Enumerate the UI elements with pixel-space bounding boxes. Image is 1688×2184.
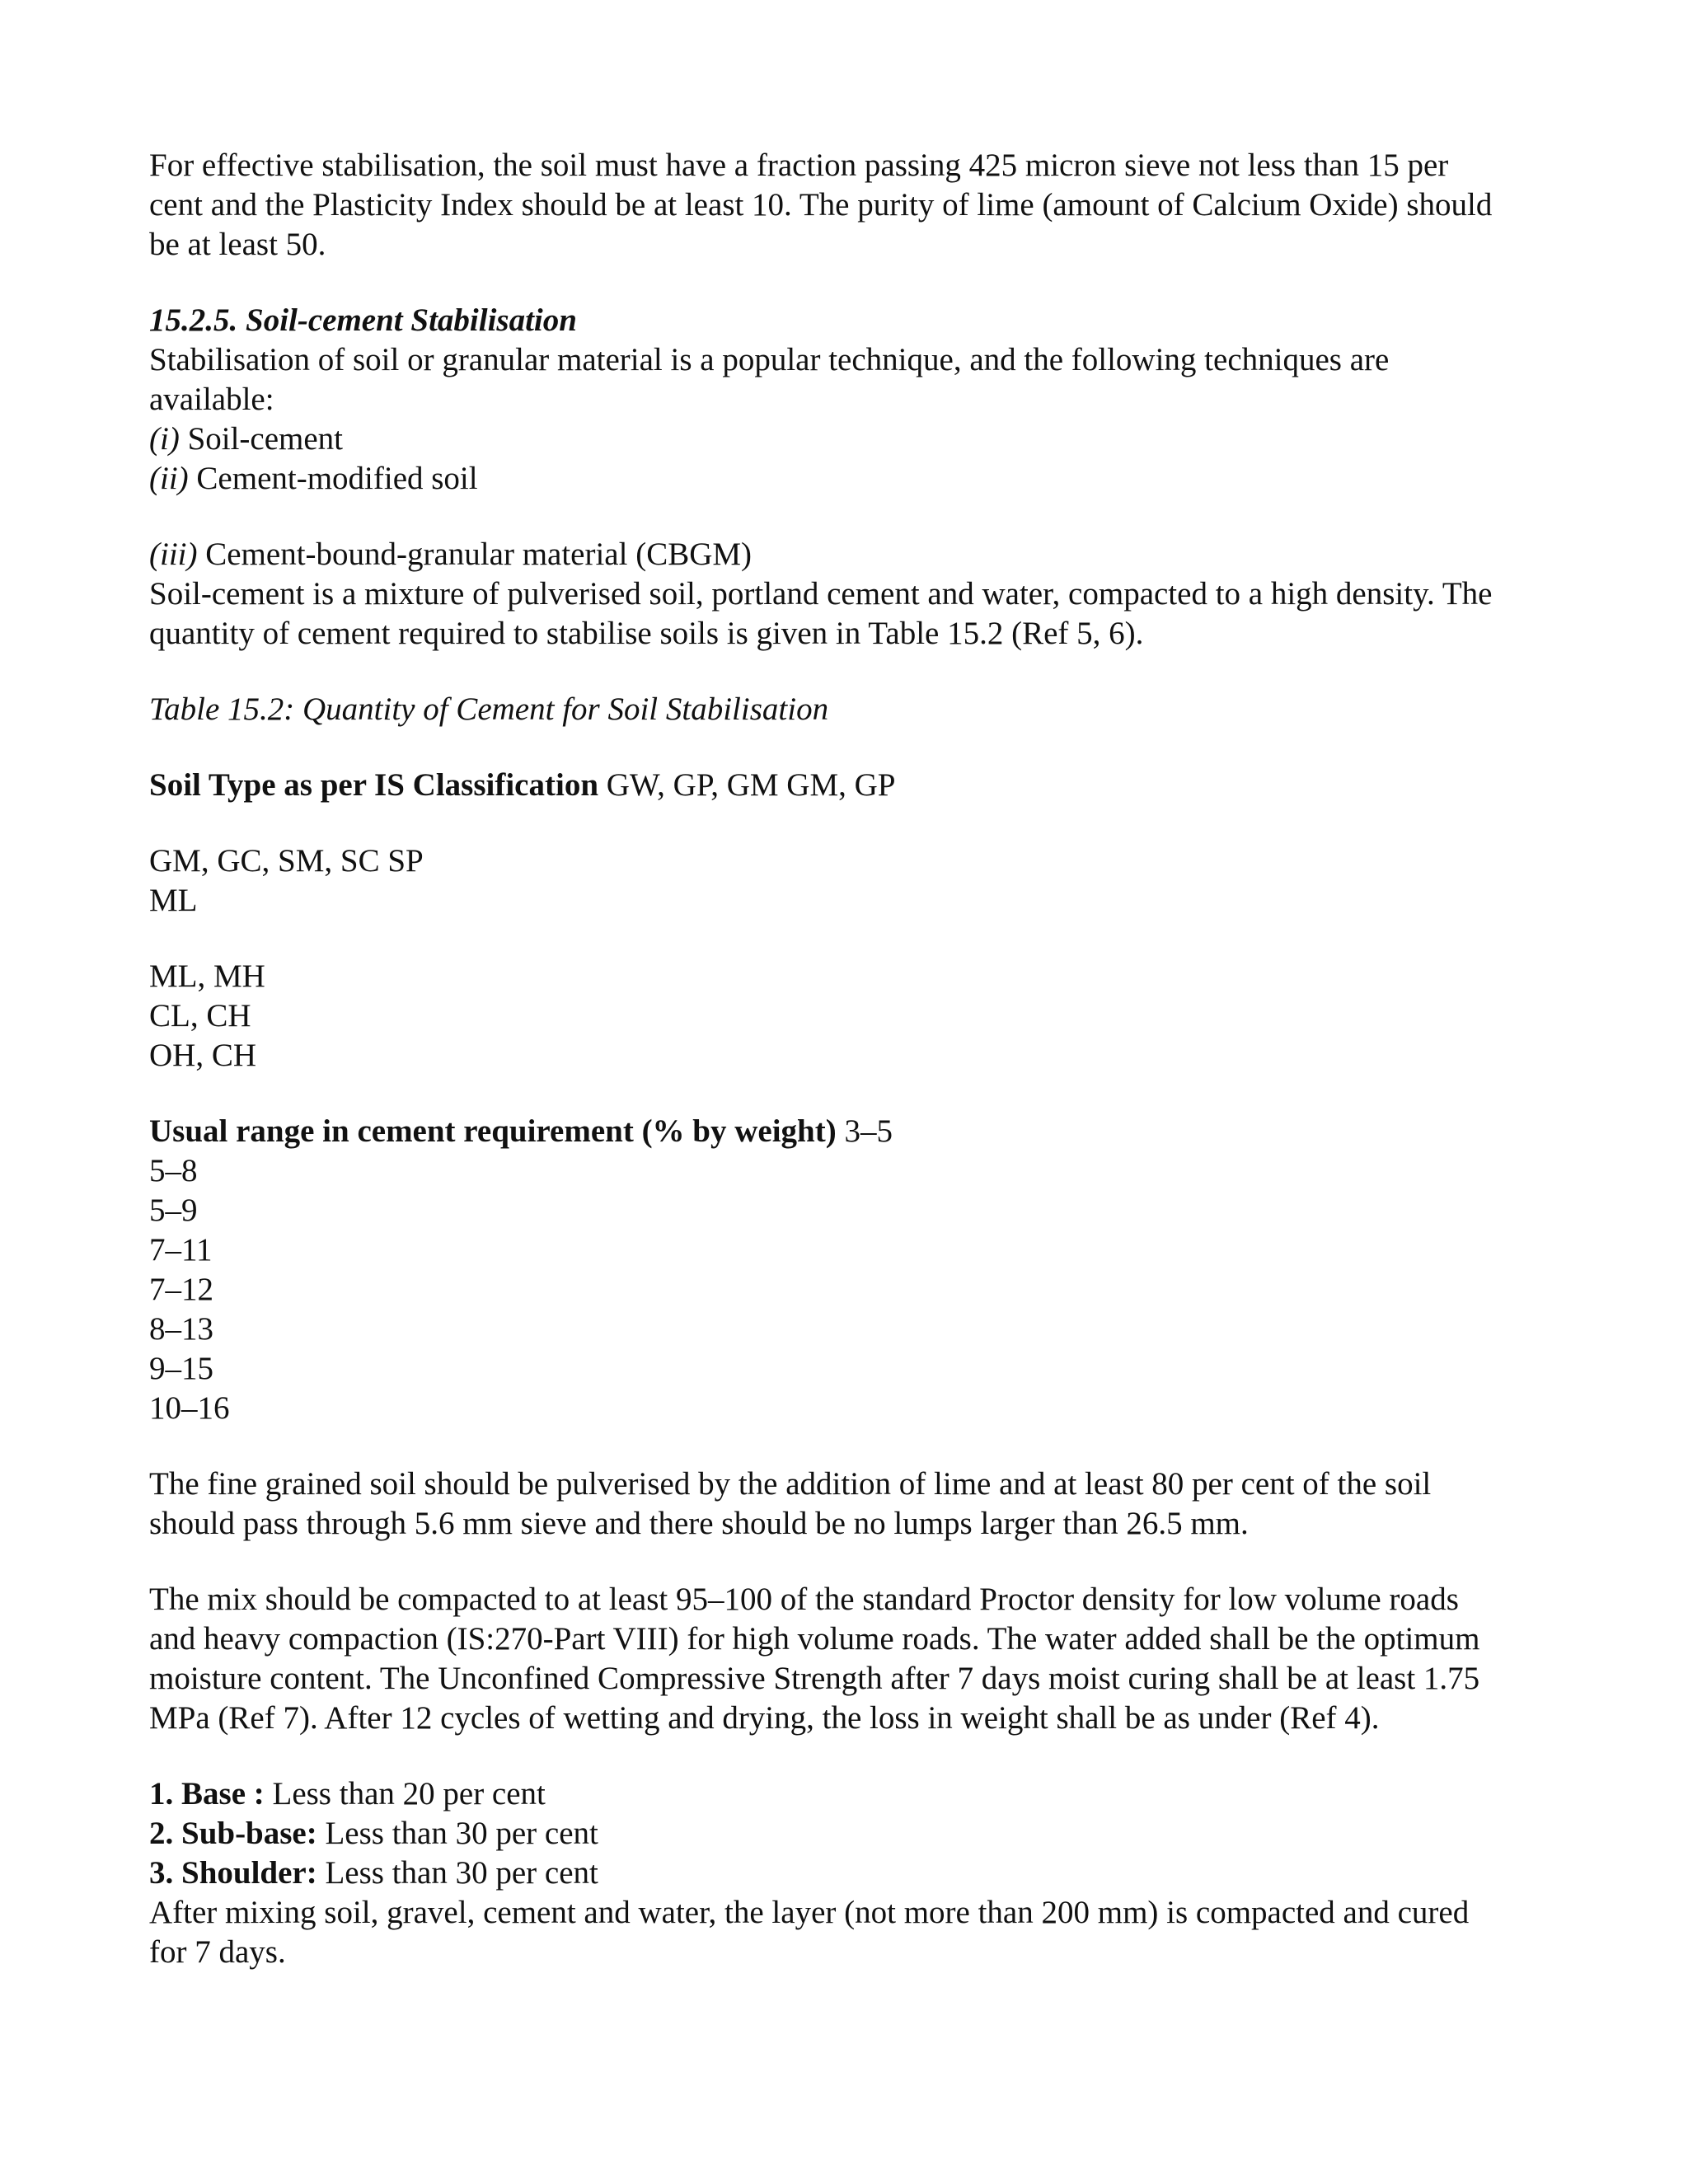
loss-list: [149, 1774, 1550, 1972]
text-line: moisture content. The Unconfined Compressive Strength after 7 days moist curing shall be at least 1.75: [149, 1661, 1480, 1696]
soil-type-value: ML, MH: [149, 958, 265, 994]
loss-item-label: 2. Sub-base:: [149, 1816, 317, 1851]
loss-item-text: Less than 30 per cent: [316, 1816, 598, 1851]
list-marker: (i): [149, 421, 180, 457]
loss-item-label: 3. Shoulder:: [149, 1855, 317, 1891]
list-item-text: Cement-modified soil: [188, 461, 478, 496]
text-line: Stabilisation of soil or granular material is a popular technique, and the following techniques are: [149, 342, 1390, 377]
pulverise-paragraph: [149, 1465, 1550, 1544]
list-marker: (ii): [149, 461, 189, 496]
intro-paragraph: [149, 146, 1550, 265]
text-line: be at least 50.: [149, 227, 326, 262]
text-line: quantity of cement required to stabilise soils is given in Table 15.2 (Ref 5, 6).: [149, 616, 1144, 651]
text-line: cent and the Plasticity Index should be at least 10. The purity of lime (amount of Calcium Oxide) should: [149, 187, 1493, 223]
cement-value: 8–13: [149, 1311, 213, 1347]
soil-type-value: OH, CH: [149, 1038, 257, 1073]
soil-type-value: ML: [149, 883, 198, 918]
soil-type-first: GW, GP, GM GM, GP: [598, 767, 896, 803]
document-content: [149, 146, 1550, 1972]
cement-row: [149, 1112, 1550, 1151]
cement-label: Usual range in cement requirement (% by weight): [149, 1113, 837, 1149]
list-item-text: Soil-cement: [179, 421, 344, 457]
text-line: The mix should be compacted to at least 95–100 of the standard Proctor density for low volume roads: [149, 1582, 1459, 1617]
cement-requirement-block: [149, 1112, 1550, 1428]
text-line: Soil-cement is a mixture of pulverised soil, portland cement and water, compacted to a high density. The: [149, 576, 1493, 612]
soil-type-value: GM, GC, SM, SC SP: [149, 843, 424, 879]
text-line: available:: [149, 382, 274, 417]
text-line: MPa (Ref 7). After 12 cycles of wetting and drying, the loss in weight shall be as under (Ref 4).: [149, 1700, 1380, 1736]
section-block: [149, 301, 1550, 499]
table-caption: Table 15.2: Quantity of Cement for Soil Stabilisation: [149, 691, 829, 727]
soil-group-b: [149, 957, 1550, 1076]
loss-item: [149, 1774, 1550, 1814]
soil-type-value: CL, CH: [149, 998, 251, 1033]
cement-value: 9–15: [149, 1351, 213, 1386]
soil-type-row: [149, 766, 1550, 805]
text-line: and heavy compaction (IS:270-Part VIII) for high volume roads. The water added shall be the optimum: [149, 1621, 1480, 1657]
loss-item-text: Less than 20 per cent: [264, 1776, 546, 1811]
text-line: For effective stabilisation, the soil must have a fraction passing 425 micron sieve not less than 15 per: [149, 148, 1449, 183]
cement-value: 7–12: [149, 1272, 213, 1307]
text-line: After mixing soil, gravel, cement and water, the layer (not more than 200 mm) is compacted and cured: [149, 1895, 1470, 1930]
section-heading: 15.2.5. Soil-cement Stabilisation: [149, 302, 577, 338]
cement-value: 10–16: [149, 1390, 230, 1426]
text-line: for 7 days.: [149, 1934, 286, 1970]
loss-item: [149, 1814, 1550, 1854]
section-block-continued: [149, 535, 1550, 654]
loss-item-text: Less than 30 per cent: [316, 1855, 598, 1891]
loss-item-label: 1. Base :: [149, 1776, 265, 1811]
cement-value: 5–8: [149, 1153, 198, 1188]
cement-value: 5–9: [149, 1193, 198, 1228]
list-marker: (iii): [149, 537, 198, 572]
loss-item: [149, 1854, 1550, 1893]
compaction-paragraph: [149, 1580, 1550, 1738]
cement-value: 7–11: [149, 1232, 213, 1268]
list-item: [149, 459, 1550, 499]
cement-first: 3–5: [836, 1113, 893, 1149]
list-item: [149, 419, 1550, 459]
text-line: should pass through 5.6 mm sieve and there should be no lumps larger than 26.5 mm.: [149, 1506, 1249, 1541]
list-item: [149, 535, 1550, 574]
list-item-text: Cement-bound-granular material (CBGM): [197, 537, 753, 572]
soil-group-a: [149, 841, 1550, 921]
soil-type-label: Soil Type as per IS Classification: [149, 767, 599, 803]
text-line: The fine grained soil should be pulverised by the addition of lime and at least 80 per cent of the soil: [149, 1466, 1432, 1502]
